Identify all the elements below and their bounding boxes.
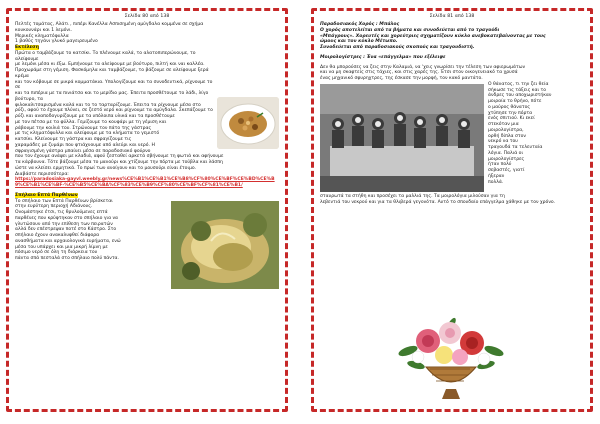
body-line: σταυρωτά τα στήθη και προσέχει τα μαλλιά της. Τα μοιρολόγια μιλούσαν για τη (320, 193, 505, 199)
body-line: λεβεντιά του νεκρού και για τα θλιβερά γεγονότα. Αυτό το σπουδαίο επάγγελμα χάθηκε με τον χρόνο. (320, 199, 556, 205)
flower-basket-illustration (386, 307, 516, 399)
cave-photo (171, 201, 279, 289)
left-page (6, 8, 288, 412)
mourners-photo (320, 84, 484, 192)
body-line: λόγια. Παλιά οι (488, 150, 523, 156)
body-line: Πρώτα ο ταμβάζουμε το κατσίκι. Το πλένουμε καλά, το αλατοπιπερώνουμε, το αλείφουμε (15, 50, 196, 62)
body-line: ορθή δίπλα στον (488, 133, 526, 139)
body-line: χτύπησε την πόρτα (488, 110, 533, 116)
body-line: σπήλαιο έχουν ανακαλυφθεί διάφορα (15, 233, 100, 238)
intro-line: Συνοδεύεται από παραδοσιακούς σκοπούς και τραγουδιστή. (320, 45, 475, 50)
section-title: Μοιρολογίστρες : Ένα «επάγγελμα» που εξέλειψε (320, 54, 446, 60)
body-line: Το σπήλαιο των Επτά Παρθένων βρίσκεται (15, 198, 113, 204)
body-line: τραγουδά τα τελευταία (488, 145, 543, 150)
body-line: σεβαστές, γιατί (488, 168, 525, 173)
ingredient-line: Πελτές τομάτας, Αλάτι , πιπέρι Κανέλλα Ασπισημένη αμύγδαλα κομμένα σε σχήμα (15, 22, 204, 27)
body-line: ανασθήματα και αρχαιολογικά ευρήματα, ενώ (15, 238, 121, 244)
read-more-link[interactable]: https://paradosiaka-gayvl.weebly.gr/news%CE%B1%CE%B1%CE%B8%CF%80%CE%BF%CE%BD%CE%B9%CE%B1%CE%BF-%CE%B5%CE%BA%CF%83%CE%B9%CF%80%CE%BF%CF%81%CE%B1/ (15, 177, 275, 188)
intro-line: «Μπάγρους». Χορευτές και χορεύτριες σχηματίζουν κύκλο ανεβοκατεβαίνοντας με τους (320, 33, 546, 39)
body-line: πάντα σπά πεσταλά στο σπήλαιο πολύ πάντα. (15, 256, 120, 261)
body-line: άνδρες του αποχωριστήκαν (488, 93, 552, 99)
body-line: γλυτώσουν από την επίθεση των πειρατών (15, 221, 113, 227)
ingredient-line: 1 βαθύς τηγάνι γλυκό μαγειρευμένο (15, 39, 98, 45)
section-heading-cave: Σπήλαιο Επτά Παρθένων (15, 192, 78, 198)
body-line: με τον πέτσα με τα φύλλα. Γεμίζουμε το κουφάρι με τη γέμιση και (15, 119, 167, 125)
body-line: ήξεραν (488, 173, 505, 179)
body-line: σφραγισμένη γάστρα μπαίνει μέσα σε παραδοσιακό φούρνο (15, 148, 151, 154)
body-line: πολλά. (488, 179, 504, 185)
ingredient-line: Μερικές κληματόφυλλα (15, 33, 69, 39)
body-line: που τον έχουμε ανάψει με κλαδιά, αφού ζεσταθεί αρκετά σβήνουμε τη φωτιά και αφήνουμε (15, 154, 224, 160)
body-line: ενός σπιτιού. Κι εκεί (488, 116, 535, 122)
body-line: και τα πιπέρια με τα πινιάτσα και το μερίδιο μας. Έπειτα προσθέτουμε το λάδι, λίγο βούτυρο, τα (15, 91, 209, 102)
body-line: και να μη σκαφτείς στις τάχιες, και στις χαρές της. Έτσι στον οικογενειακό τα χρυσά (320, 70, 518, 76)
intro-line: Ο χορός αποτελείται από τα βήματα και συνοδεύεται από το τραγούδι (320, 27, 500, 33)
body-line: στην ευρύτερη περιοχή Αδιάνους. (15, 204, 93, 210)
body-line: σήκωσε τις τάξεις και το (488, 87, 546, 93)
body-line: ώστε να κλείσει ερμητικά. Το πρωί των ανοίγουν και το μουσούρι είναι έτοιμο. (15, 165, 197, 171)
left-content (9, 22, 285, 262)
body-line: φιλοκαλιτσαρισμένα καλά και το το ταρταρίζουμε. Έπειτα τα ρίχνουμε μέσα στο (15, 102, 201, 108)
body-line: νεκρό να του (488, 139, 518, 145)
body-line: μοιρολογίστρα, (488, 127, 524, 133)
ingredient-line: κουκουνάρι και 1 λεμόνι. (15, 27, 72, 33)
body-line: πόσιμο νερό σε όλη τη διάρκεια του (15, 250, 98, 256)
page-number: Σελίδα 81 από 138 (429, 14, 475, 19)
body-line: ήταν πολύ (488, 162, 512, 168)
food-photo (217, 97, 279, 149)
page-number: Σελίδα 80 από 138 (124, 14, 170, 19)
body-line: με λεμόνι μέσα κι έξω. Εμπήνουμε τα αλείφουμε με βούτυρο, πιλτή και ναι καλλέα. (15, 62, 205, 68)
body-line: Προχωράμε στη γέμιση. Φασκόμηλα και ταμβάζουμε, το βάζουμε σε αλείφουμε ξερά κρέμα (15, 68, 209, 79)
body-line: μοιρολογίστρες (488, 156, 525, 162)
body-line: χαραμάδες με ζυμάρι που φτιάχνουμε από αλεύρι και νερό. Η (15, 142, 155, 148)
body-line: ένας μηχανικό σφυρηχτρες, της έσκασε την μορφή, τον κακό μαντάτο. (320, 76, 483, 81)
read-more-label: Διαβάστε περισσότερα: (15, 171, 69, 177)
right-content (314, 22, 590, 205)
intro-line: ώμους και τον κύκλο Μέτωπο. (320, 39, 398, 45)
body-line: ρύζι, αφού το έχουμε πλύνει, σε ζεστό νερό και ρίχνουμε τα αμύγδαλα. Σκεπάζουμε το (15, 108, 213, 114)
body-line: κατσίκι. Κλείνουμε τη γάστρα και σφραγίζουμε τις (15, 137, 132, 142)
body-line: ράβουμε την κοιλιά του. Στρώνουμε τον πάτο της γάστρας (15, 125, 152, 131)
body-line: και τον κόβουμε σε μικρά κομματάκια. Υπολογίζουμε και τα συνοδευτικά, ρίχνουμε το σε (15, 79, 213, 91)
body-line: στεκόταν μια (488, 122, 519, 127)
body-line: μέσα του υπάρχει και μια μικρή λίμνη με (15, 244, 108, 250)
dance-title: Παραδοσιακός Χορός : Μπάλος (320, 22, 400, 27)
body-line: ρύζι και αναποδογυρίζουμε με τα υπόλοιπα υλικά και τα προσθέτουμε (15, 114, 175, 119)
body-line: Ο θάνατος, τι την ζει θεία (488, 81, 549, 87)
body-line: με τις κληματόφυλλα και αλείφουμε με τα κλήματα το γεμιστό (15, 131, 160, 137)
body-line: Δεν θα μπορούσες να ζεις στην Καλαμιά, να 'χεις γνωρίσει την τέλεση των αφιερωμάτων (320, 64, 526, 70)
body-line: παρθένες που κρύφτηκαν στο σπήλαιο για να (15, 215, 119, 221)
right-page (311, 8, 593, 412)
body-line: Ονομάστηκε έτσι, τις θρυλούμενες επτά (15, 210, 108, 215)
body-line: αλλά δεν επέστρεψαν ποτέ στο Κάστρο. Στο (15, 227, 117, 233)
body-line: ο μαύρος θάνατος (488, 104, 531, 110)
body-line: τα κάρβουνα. Τότε βάζουμε μέσα το μανούρι και χτίζουμε την πόρτα με τούβλα και λάσπη (15, 160, 223, 165)
section-heading-execution: Εκτέλεση (15, 45, 39, 50)
body-line: μοιραία το θρήνο, πότε (488, 99, 542, 104)
